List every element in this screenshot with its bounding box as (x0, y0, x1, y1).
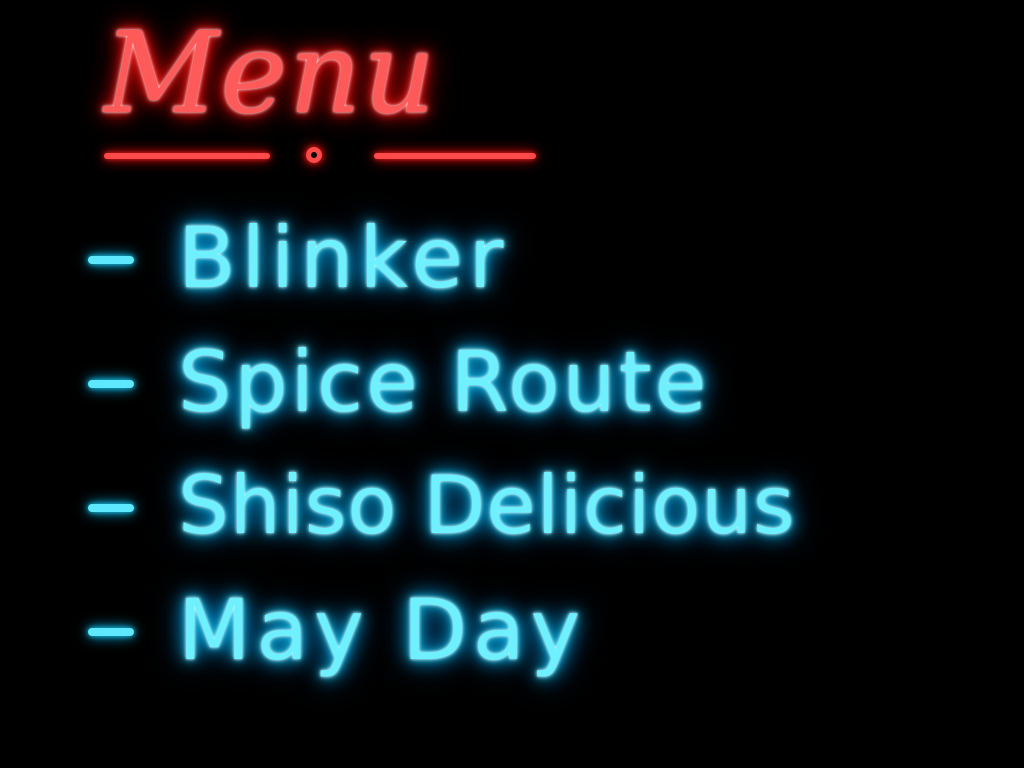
menu-item-label: Blinker (178, 209, 510, 307)
underline-right-bar (374, 153, 536, 159)
menu-item-spice-route (88, 320, 796, 444)
menu-item-may-day (88, 568, 796, 692)
menu-item-shiso-delicious (88, 444, 796, 568)
menu-item-label: Spice Route (178, 333, 710, 431)
list-dash (88, 380, 134, 388)
list-dash (88, 256, 134, 264)
list-dash (88, 504, 134, 512)
menu-item-blinker (88, 196, 796, 320)
title-underline (100, 144, 540, 168)
menu-item-label: Shiso Delicious (178, 459, 796, 552)
list-dash (88, 628, 134, 636)
underline-dot (306, 147, 322, 163)
menu-list (88, 196, 796, 692)
underline-left-bar (104, 153, 270, 159)
menu-item-label: May Day (178, 581, 587, 679)
menu-title: Menu (104, 9, 438, 139)
